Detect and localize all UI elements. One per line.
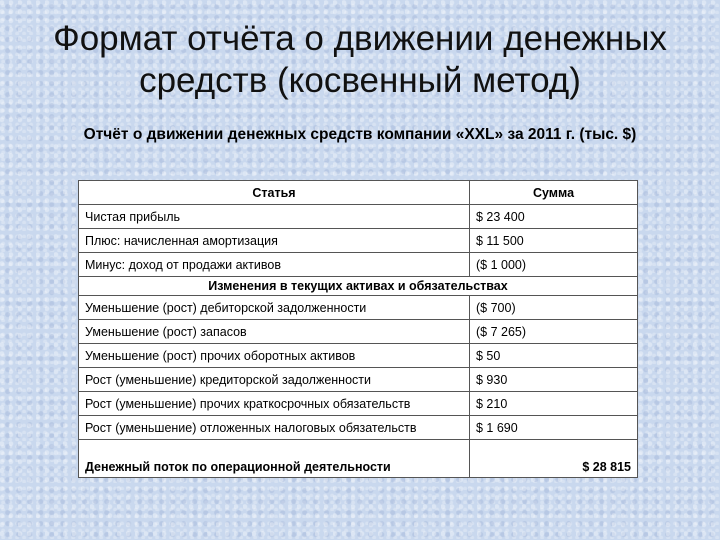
table-row xyxy=(79,392,638,416)
row-item: Уменьшение (рост) прочих оборотных активов xyxy=(79,344,470,368)
column-header-amount: Сумма xyxy=(470,181,638,205)
slide-title: Формат отчёта о движении денежных средств (косвенный метод) xyxy=(53,19,667,100)
table-row xyxy=(79,253,638,277)
row-amount: $ 210 xyxy=(470,392,638,416)
row-amount: $ 50 xyxy=(470,344,638,368)
total-amount: $ 28 815 xyxy=(470,440,638,478)
row-item: Минус: доход от продажи активов xyxy=(79,253,470,277)
row-item: Уменьшение (рост) дебиторской задолженности xyxy=(79,296,470,320)
row-item: Чистая прибыль xyxy=(79,205,470,229)
cash-flow-table xyxy=(78,180,638,478)
section-header-row xyxy=(79,277,638,296)
row-amount: $ 930 xyxy=(470,368,638,392)
table-row xyxy=(79,229,638,253)
row-amount: ($ 700) xyxy=(470,296,638,320)
table-row xyxy=(79,344,638,368)
row-amount: $ 23 400 xyxy=(470,205,638,229)
table-row xyxy=(79,320,638,344)
section-label: Изменения в текущих активах и обязательствах xyxy=(79,277,638,296)
row-amount: $ 1 690 xyxy=(470,416,638,440)
total-item: Денежный поток по операционной деятельности xyxy=(79,440,470,478)
row-amount: $ 11 500 xyxy=(470,229,638,253)
row-amount: ($ 1 000) xyxy=(470,253,638,277)
report-subtitle: Отчёт о движении денежных средств компании «XXL» за 2011 г. (тыс. $) xyxy=(83,126,637,143)
table-row xyxy=(79,205,638,229)
table-row xyxy=(79,368,638,392)
row-item: Рост (уменьшение) кредиторской задолженности xyxy=(79,368,470,392)
row-amount: ($ 7 265) xyxy=(470,320,638,344)
table-row xyxy=(79,416,638,440)
row-item: Уменьшение (рост) запасов xyxy=(79,320,470,344)
table-header-row xyxy=(79,181,638,205)
column-header-item: Статья xyxy=(79,181,470,205)
row-item: Рост (уменьшение) отложенных налоговых обязательств xyxy=(79,416,470,440)
row-item: Плюс: начисленная амортизация xyxy=(79,229,470,253)
table-row xyxy=(79,296,638,320)
row-item: Рост (уменьшение) прочих краткосрочных обязательств xyxy=(79,392,470,416)
total-row xyxy=(79,440,638,478)
